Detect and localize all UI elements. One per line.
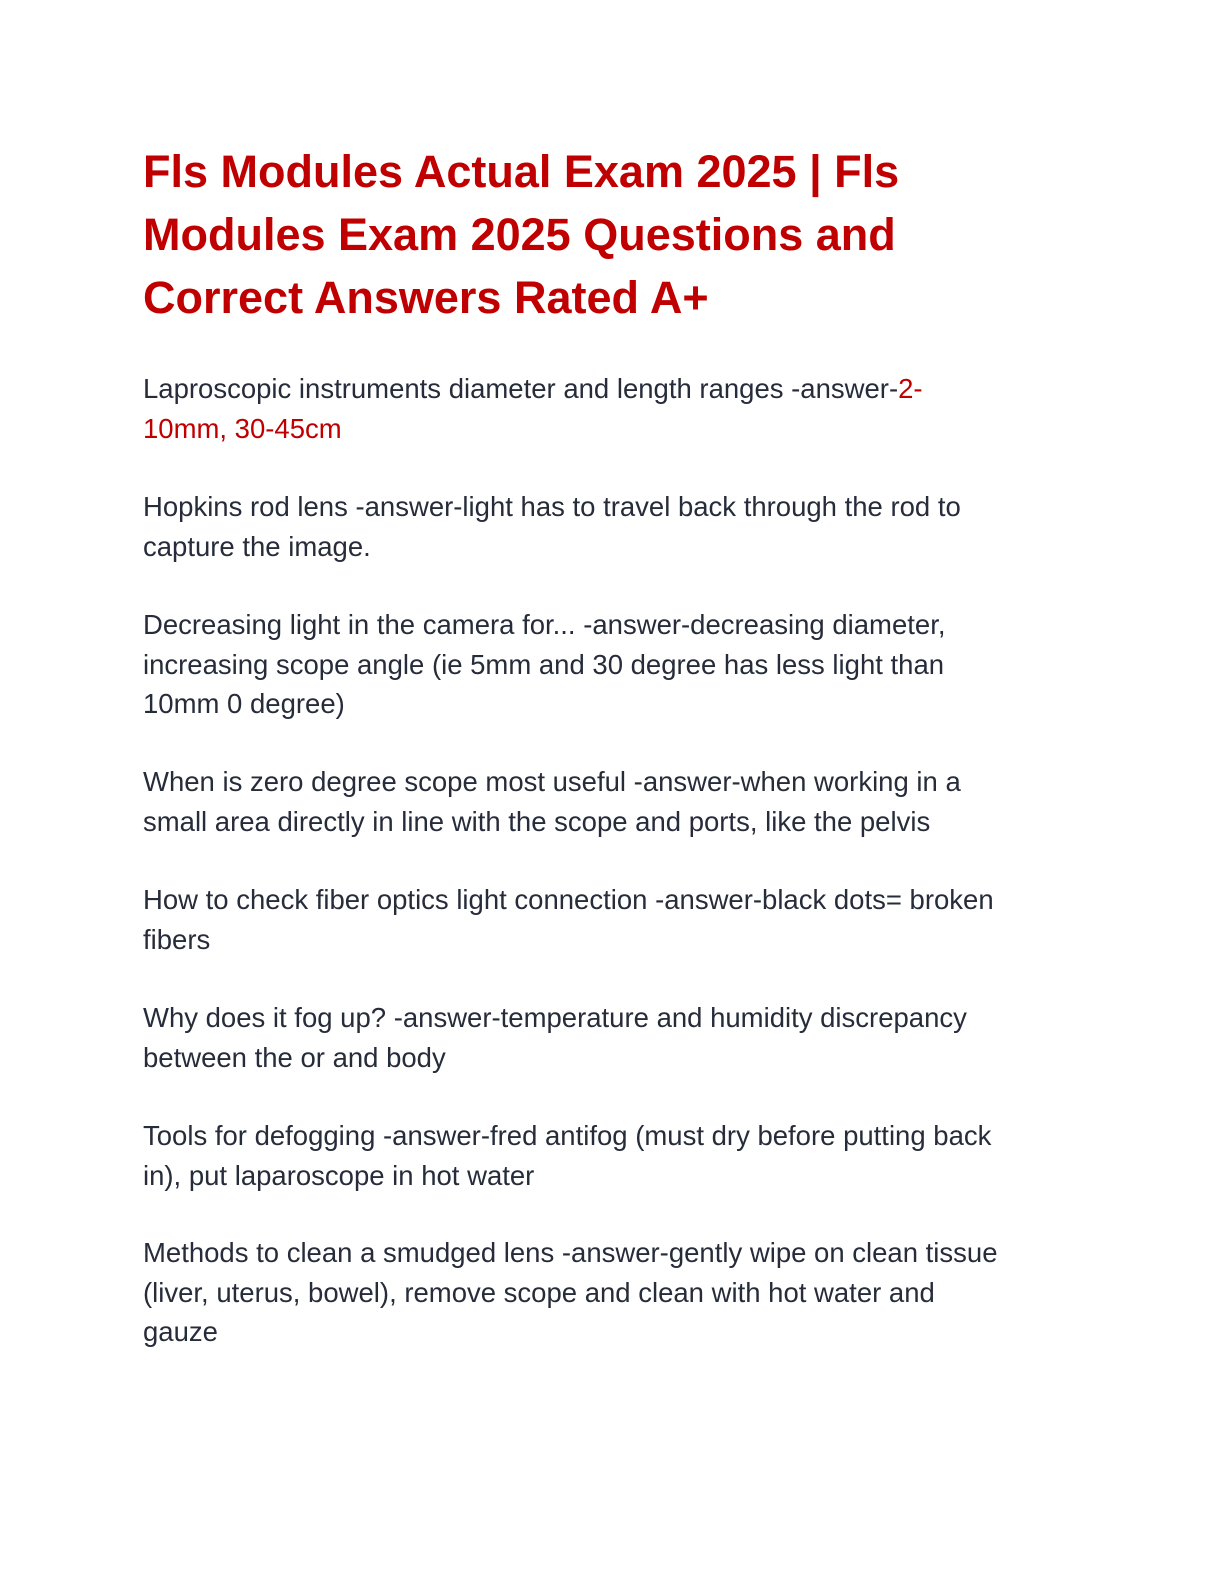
- qa-item-hopkins-rod-lens: [143, 487, 1103, 566]
- qa-line: Decreasing light in the camera for... -answer-decreasing diameter,: [143, 609, 946, 640]
- title-line: Fls Modules Actual Exam 2025 | Fls: [143, 146, 900, 197]
- qa-item-smudged-lens: [143, 1233, 1103, 1352]
- qa-line: Tools for defogging -answer-fred antifog (must dry before putting back: [143, 1120, 992, 1151]
- qa-item-defogging-tools: [143, 1116, 1103, 1195]
- qa-line: (liver, uterus, bowel), remove scope and clean with hot water and: [143, 1276, 935, 1308]
- qa-line: increasing scope angle (ie 5mm and 30 degree has less light than: [143, 648, 945, 680]
- qa-item-fiber-optics: [143, 880, 1103, 959]
- qa-line: Why does it fog up? -answer-temperature and humidity discrepancy: [143, 1002, 967, 1033]
- qa-line: 10mm 0 degree): [143, 688, 345, 719]
- qa-line: Methods to clean a smudged lens -answer-gently wipe on clean tissue: [143, 1237, 998, 1268]
- qa-line: How to check fiber optics light connection -answer-black dots= broken: [143, 884, 994, 915]
- qa-line: between the or and body: [143, 1041, 446, 1073]
- qa-line: gauze: [143, 1316, 218, 1347]
- qa-item-fogging: [143, 998, 1103, 1077]
- qa-line: When is zero degree scope most useful -answer-when working in a: [143, 766, 961, 797]
- qa-text: Laproscopic instruments diameter and length ranges -answer-: [143, 373, 899, 404]
- document-title: [143, 140, 1103, 329]
- qa-answer-highlight: 2-: [898, 373, 923, 404]
- qa-line: small area directly in line with the scope and ports, like the pelvis: [143, 805, 931, 837]
- qa-line: Hopkins rod lens -answer-light has to travel back through the rod to: [143, 491, 961, 522]
- qa-line: [143, 369, 1103, 409]
- title-line: Modules Exam 2025 Questions and: [143, 209, 896, 260]
- qa-line: fibers: [143, 923, 211, 955]
- qa-line: capture the image.: [143, 530, 371, 562]
- qa-item-instrument-ranges: [143, 369, 1103, 448]
- qa-item-zero-degree-scope: [143, 762, 1103, 841]
- qa-answer-highlight: 10mm, 30-45cm: [143, 412, 342, 444]
- title-line: Correct Answers Rated A+: [143, 272, 709, 323]
- qa-item-decreasing-light: [143, 605, 1103, 724]
- qa-line: in), put laparoscope in hot water: [143, 1159, 535, 1191]
